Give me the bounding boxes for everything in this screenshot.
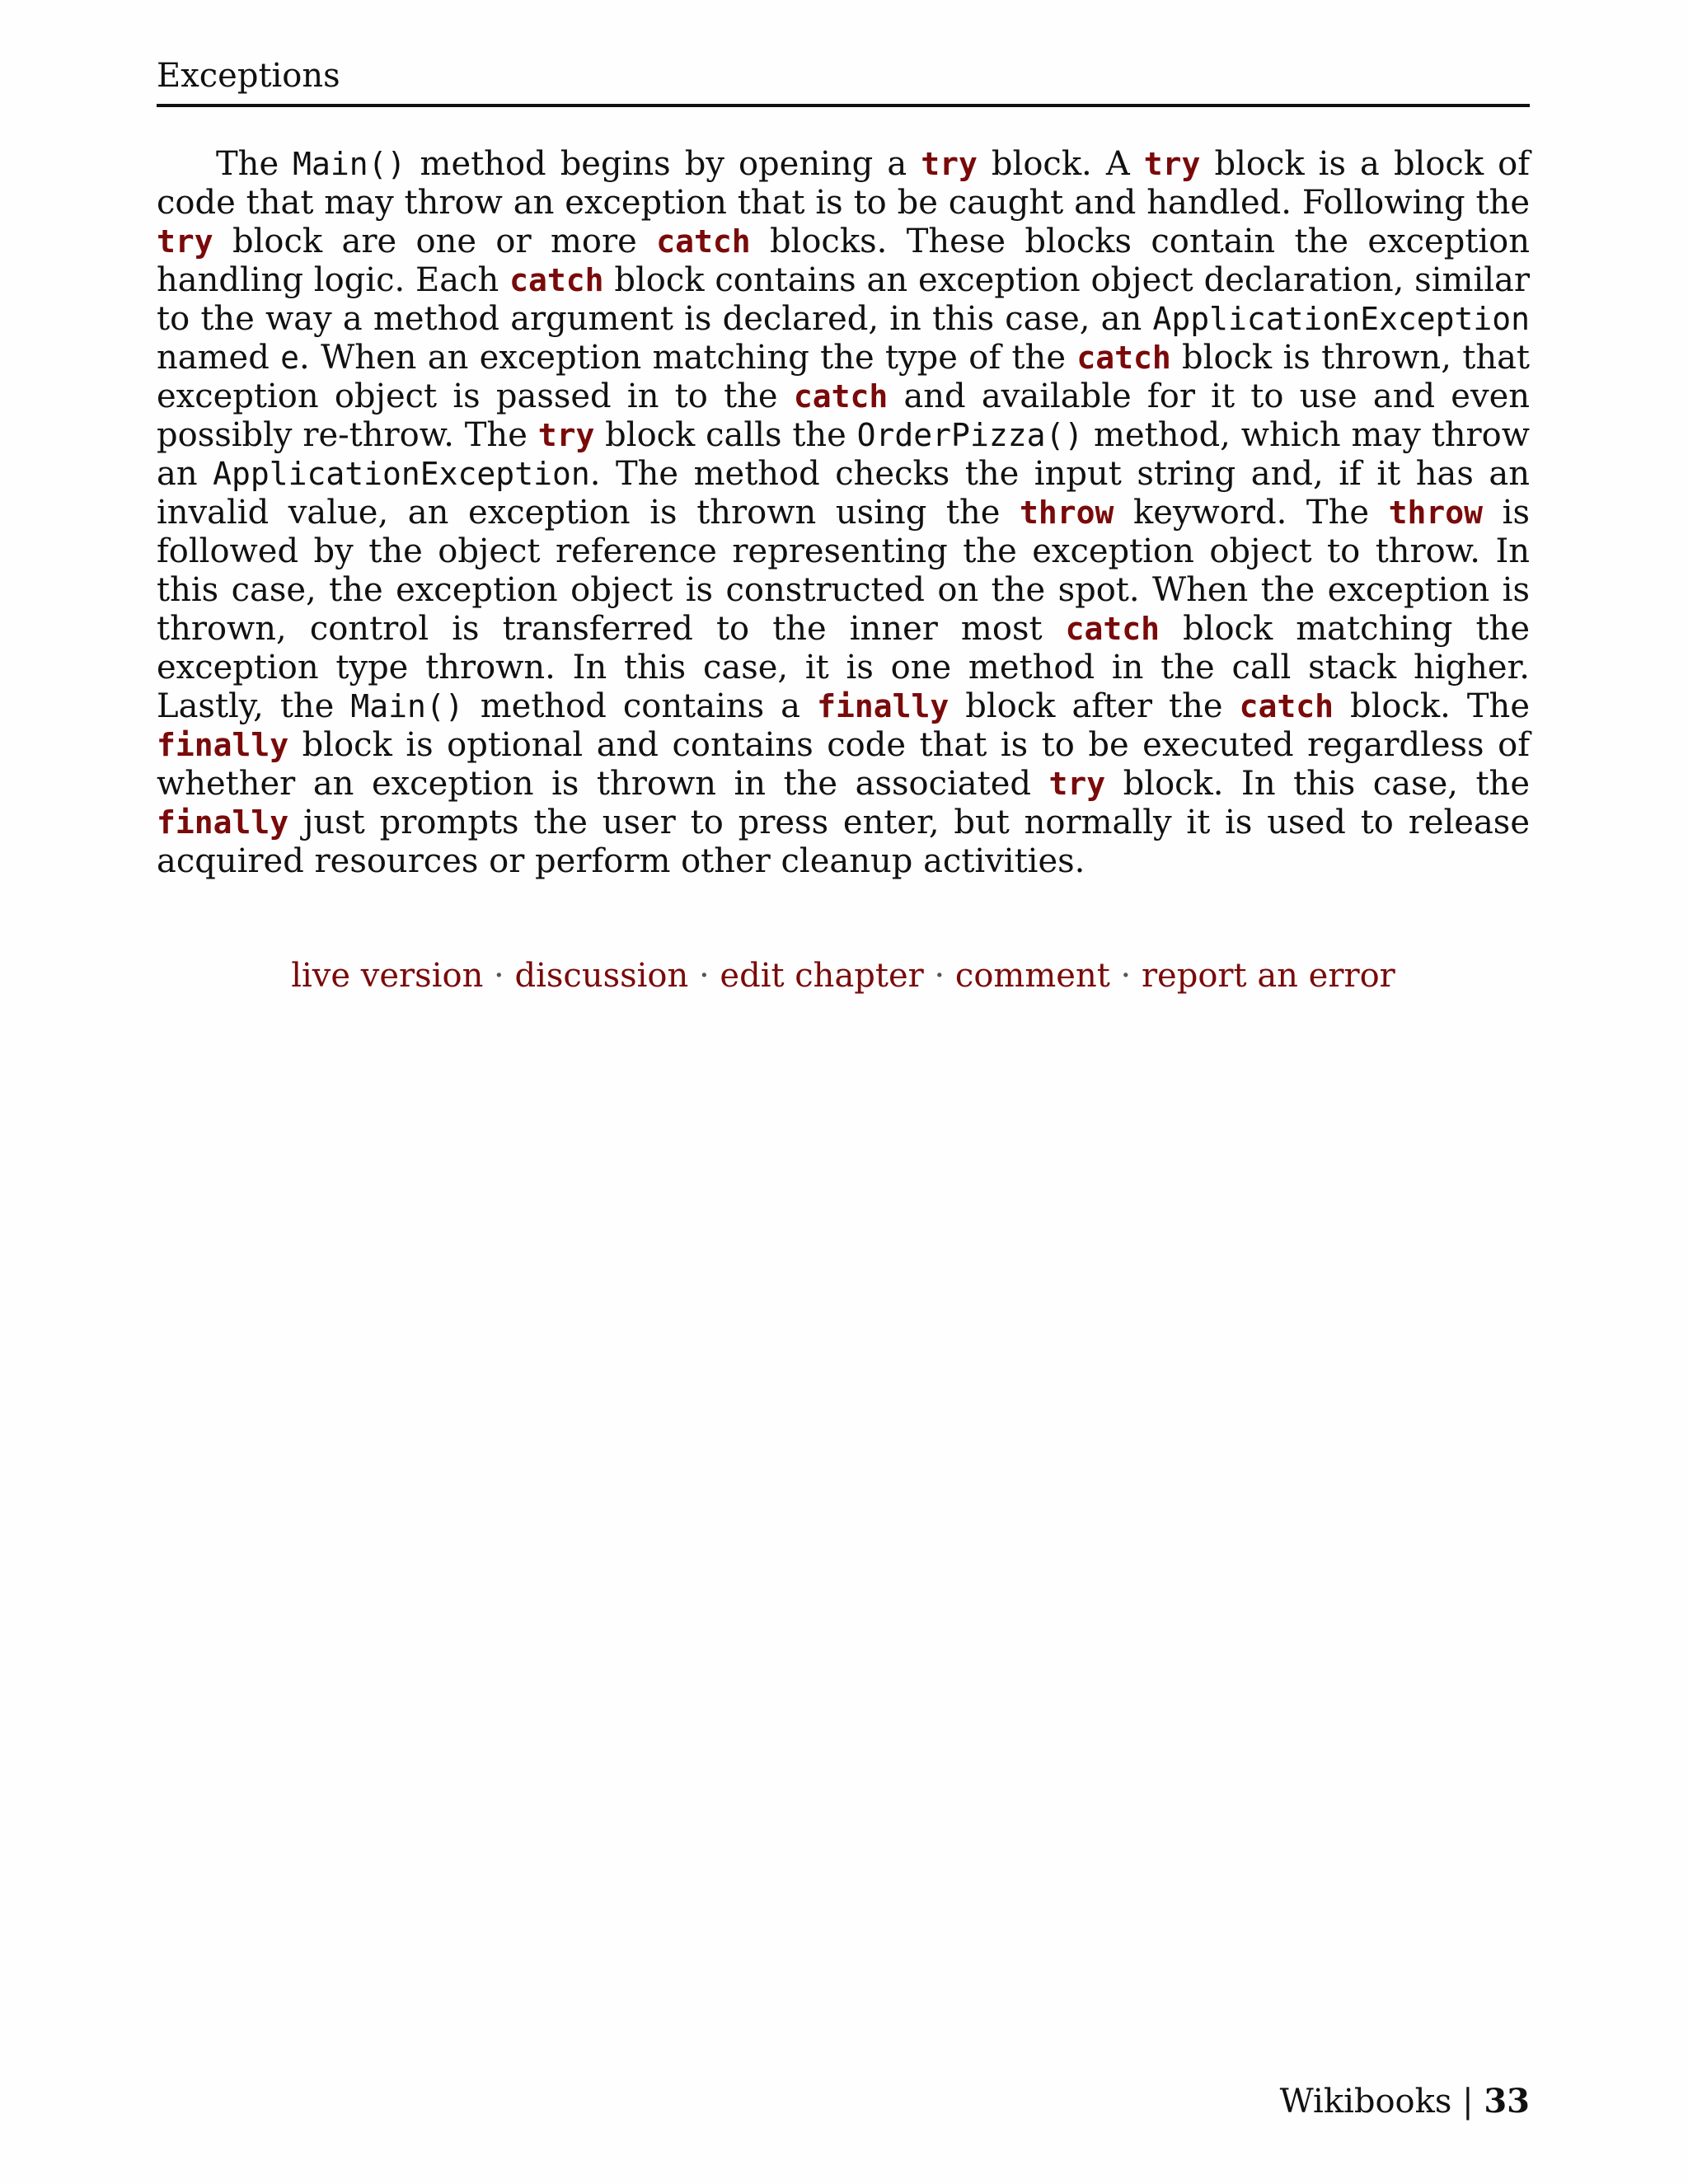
keyword-catch: catch	[1076, 340, 1171, 376]
text-run: keyword. The	[1114, 494, 1389, 532]
keyword-finally: finally	[157, 727, 289, 763]
keyword-throw: throw	[1020, 494, 1114, 531]
link-separator: ·	[698, 957, 710, 995]
text-run: block. The	[1333, 687, 1530, 725]
link-edit-chapter[interactable]: edit chapter	[720, 957, 924, 995]
code-main: Main()	[350, 688, 464, 724]
code-applicationexception: ApplicationException	[1152, 301, 1530, 337]
link-comment[interactable]: comment	[954, 957, 1110, 995]
link-live-version[interactable]: live version	[291, 957, 484, 995]
text-run: block after the	[949, 687, 1240, 725]
page-number: 33	[1484, 2082, 1530, 2121]
text-run: blocks. These blocks contain the exception handling logic. Each	[157, 223, 1531, 299]
text-run: block are one or more	[213, 223, 657, 260]
text-run: block. A	[977, 145, 1144, 183]
page-footer	[1280, 2080, 1530, 2123]
keyword-try: try	[157, 223, 213, 260]
chapter-title: Exceptions	[157, 57, 340, 95]
text-run: method begins by opening a	[406, 145, 921, 183]
keyword-catch: catch	[1065, 611, 1160, 647]
text-run: block matching the exception type thrown. In this case, it is one method in the call stack higher. Lastly, the	[157, 610, 1530, 725]
keyword-try: try	[537, 417, 595, 453]
keyword-throw: throw	[1388, 494, 1484, 531]
keyword-catch: catch	[509, 262, 604, 298]
code-e: e	[280, 340, 300, 376]
text-run: . When an exception matching the type of the	[299, 339, 1077, 377]
text-run: block contains an exception object declaration, similar to the way a method argument is declared, in this case, an	[157, 261, 1530, 338]
code-orderpizza: OrderPizza()	[856, 417, 1084, 453]
text-run: block. In this case, the	[1105, 765, 1530, 803]
keyword-catch: catch	[793, 378, 889, 415]
code-main: Main()	[293, 146, 406, 182]
text-run: and available for it to use and even possibly re-throw. The	[157, 377, 1531, 454]
text-run: The	[216, 145, 293, 183]
body-paragraph	[157, 145, 1530, 881]
text-run: block is a block of code that may throw an exception that is to be caught and handled. Following the	[157, 145, 1531, 222]
text-run: block is thrown, that exception object is passed in to the	[157, 339, 1531, 415]
chapter-links	[157, 954, 1530, 997]
text-run: method, which may throw an	[157, 416, 1530, 493]
text-run: just prompts the user to press enter, but normally it is used to release acquired resources or perform other cleanup activities.	[157, 804, 1530, 880]
link-separator: ·	[934, 957, 945, 995]
code-applicationexception: ApplicationException	[213, 456, 590, 492]
text-run: named	[157, 339, 281, 377]
running-header	[157, 54, 1530, 107]
text-run: . The method checks the input string and, if it has an invalid value, an exception is thrown using the	[157, 455, 1530, 532]
text-run: is followed by the object reference representing the exception object to throw. In this case, the exception object is constructed on the spot. When the exception is thrown, control is transferred to the inner most	[157, 494, 1530, 648]
keyword-catch: catch	[1239, 688, 1334, 724]
link-separator: ·	[494, 957, 504, 995]
link-separator: ·	[1120, 957, 1132, 995]
keyword-try: try	[1143, 146, 1201, 182]
keyword-finally: finally	[817, 688, 950, 724]
text-run: method contains a	[463, 687, 818, 725]
keyword-finally: finally	[157, 804, 289, 841]
keyword-try: try	[921, 146, 978, 182]
footer-divider: |	[1462, 2083, 1474, 2121]
link-report-error[interactable]: report an error	[1141, 957, 1395, 995]
text-run: block calls the	[594, 416, 857, 454]
keyword-try: try	[1048, 766, 1106, 802]
link-discussion[interactable]: discussion	[514, 957, 689, 995]
footer-source: Wikibooks	[1279, 2083, 1452, 2121]
text-run: block is optional and contains code that is to be executed regardless of whether an exception is thrown in the associated	[157, 726, 1530, 803]
keyword-catch: catch	[656, 223, 751, 260]
